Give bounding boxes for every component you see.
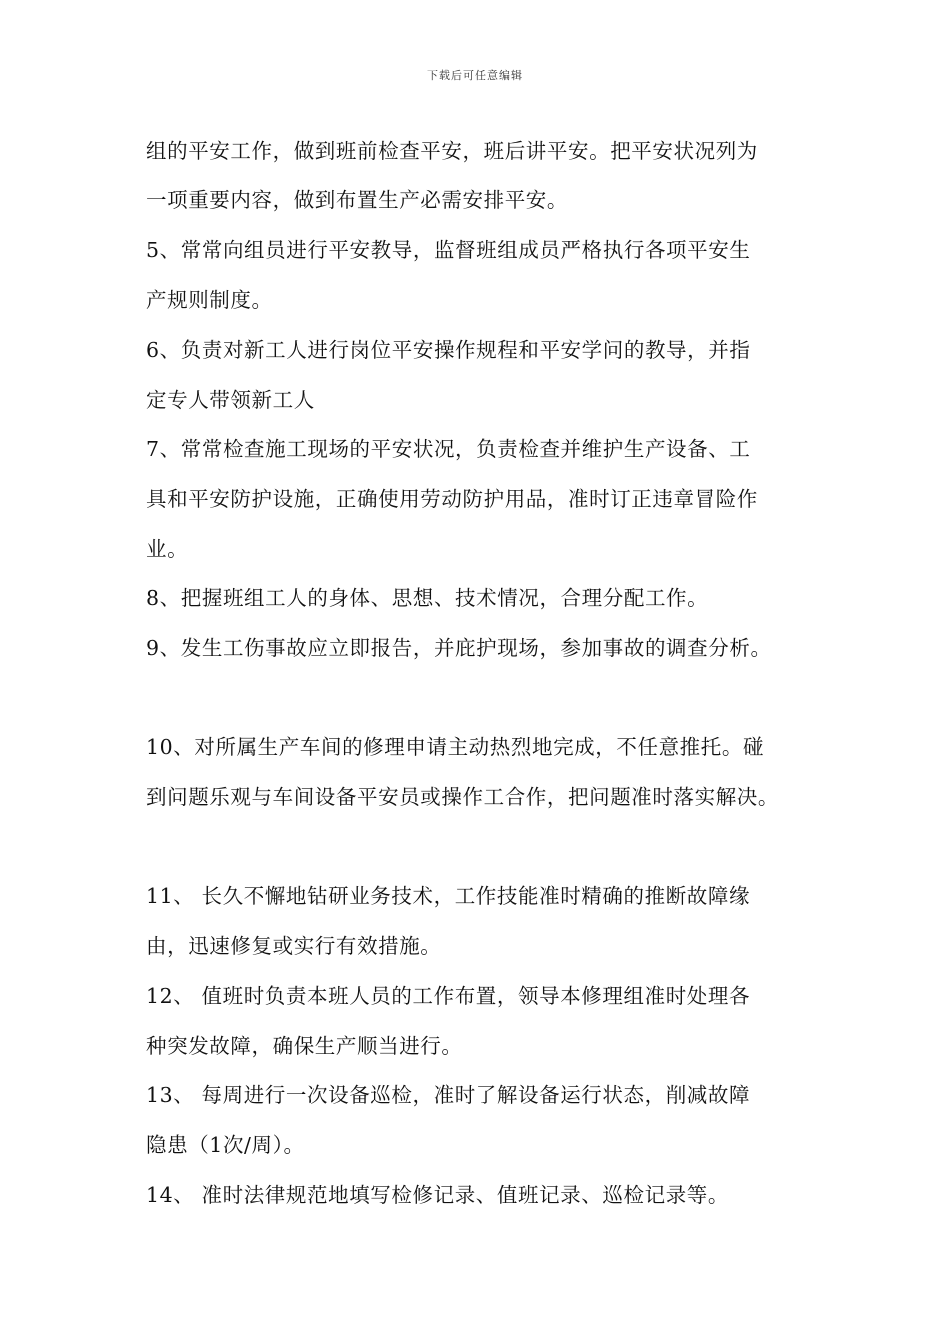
text-line: 产规则制度。	[146, 288, 273, 312]
text-line: 定专人带领新工人	[146, 388, 315, 412]
text-line: 组的平安工作，做到班前检查平安，班后讲平安。把平安状况列为	[146, 139, 758, 163]
text-line: 6、负责对新工人进行岗位平安操作规程和平安学问的教导，并指	[146, 338, 751, 362]
text-line: 9、发生工伤事故应立即报告，并庇护现场，参加事故的调查分析。	[146, 636, 772, 660]
text-line: 一项重要内容，做到布置生产必需安排平安。	[146, 188, 568, 212]
page-header: 下载后可任意编辑	[427, 69, 523, 82]
text-line: 由，迅速修复或实行有效措施。	[146, 934, 442, 958]
text-line: 7、常常检查施工现场的平安状况，负责检查并维护生产设备、工	[146, 437, 751, 461]
text-line: 到问题乐观与车间设备平安员或操作工合作，把问题准时落实解决。	[146, 785, 779, 809]
text-line: 10、对所属生产车间的修理申请主动热烈地完成，不任意推托。碰	[146, 735, 765, 759]
text-line: 11、 长久不懈地钻研业务技术，工作技能准时精确的推断故障缘	[146, 884, 751, 908]
text-line: 13、 每周进行一次设备巡检，准时了解设备运行状态，削减故障	[146, 1083, 751, 1107]
text-line: 种突发故障，确保生产顺当进行。	[146, 1034, 463, 1058]
text-line: 8、把握班组工人的身体、思想、技术情况，合理分配工作。	[146, 586, 709, 610]
text-line: 14、 准时法律规范地填写检修记录、值班记录、巡检记录等。	[146, 1183, 729, 1207]
text-line: 12、 值班时负责本班人员的工作布置，领导本修理组准时处理各	[146, 984, 751, 1008]
text-line: 具和平安防护设施，正确使用劳动防护用品，准时订正违章冒险作	[146, 487, 758, 511]
text-line: 隐患（1次/周）。	[146, 1133, 305, 1157]
text-line: 5、常常向组员进行平安教导，监督班组成员严格执行各项平安生	[146, 238, 751, 262]
text-line: 业。	[146, 537, 189, 561]
